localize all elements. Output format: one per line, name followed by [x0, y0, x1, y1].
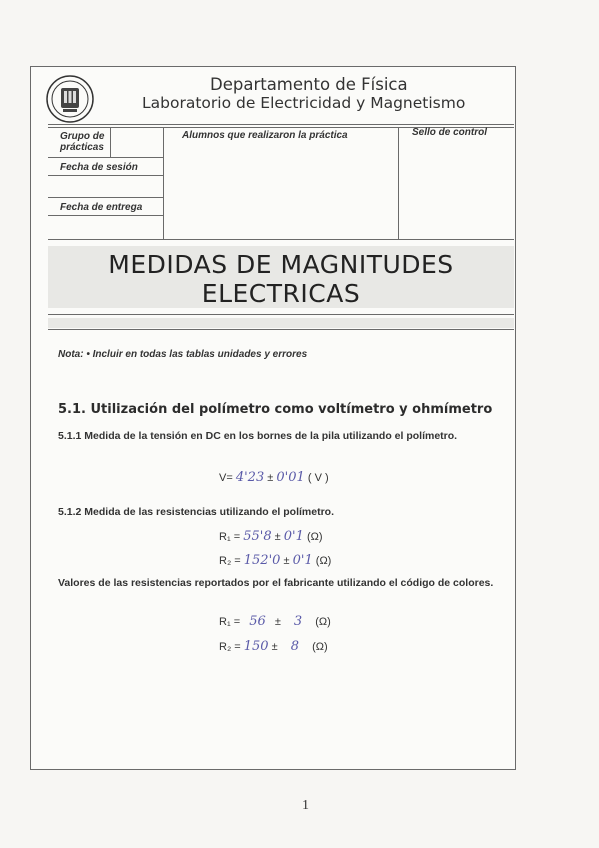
students-label: Alumnos que realizaron la práctica	[182, 130, 348, 141]
r2-nominal	[219, 639, 328, 654]
title-divider	[48, 314, 514, 315]
r1-nominal-value: 56	[249, 614, 266, 629]
delivery-row-line	[48, 215, 163, 216]
r1-pm: ±	[274, 531, 281, 543]
r2-pm: ±	[283, 555, 290, 567]
group-label: Grupo de prácticas	[60, 131, 105, 153]
subsection-2-text: 5.1.2 Medida de las resistencias utilizando el polímetro.	[58, 506, 335, 518]
delivery-date-label: Fecha de entrega	[60, 202, 143, 213]
header-divider	[48, 124, 514, 125]
r1-nominal-pm: ±	[274, 616, 281, 628]
r2-nominal-unit: (Ω)	[312, 641, 328, 653]
group-box-divider	[110, 127, 111, 157]
r1-value: 55'8	[243, 529, 272, 544]
r2-value: 152'0	[243, 553, 281, 568]
subsection-1-text: 5.1.1 Medida de la tensión en DC en los bornes de la pila utilizando el polímetro.	[58, 430, 458, 442]
laboratory-name: Laboratorio de Electricidad y Magnetismo	[142, 94, 466, 112]
session-row-line	[48, 175, 163, 176]
r2-label: R₂ =	[219, 555, 241, 567]
r2-nominal-pm: ±	[271, 641, 278, 653]
title-divider-2	[48, 329, 514, 330]
voltage-value: 4'23	[235, 470, 265, 485]
r1-error: 0'1	[283, 529, 304, 544]
r2-nominal-value: 150	[243, 639, 269, 654]
section-title: 5.1. Utilización del polímetro como voltímetro y ohmímetro	[58, 402, 493, 417]
voltage-pm: ±	[267, 472, 274, 484]
title-box	[48, 246, 514, 308]
r1-measurement	[219, 529, 323, 544]
note: Nota: • Incluir en todas las tablas unidades y errores	[58, 349, 308, 360]
stamp-label: Sello de control	[412, 127, 488, 138]
voltage-error: 0'01	[276, 470, 305, 485]
page-number: 1	[302, 798, 309, 813]
manufacturer-text: Valores de las resistencias reportados por el fabricante utilizando el código de colores.	[58, 577, 494, 589]
title-band	[48, 318, 514, 328]
voltage-label: V=	[219, 472, 233, 484]
form-column-divider	[163, 127, 164, 239]
r1-nominal	[219, 614, 331, 629]
university-seal-logo	[45, 74, 95, 124]
r2-unit: (Ω)	[315, 555, 332, 567]
r2-nominal-error: 8	[290, 639, 300, 654]
r1-unit: (Ω)	[306, 531, 323, 543]
r2-error: 0'1	[292, 553, 313, 568]
voltage-unit: ( V )	[307, 472, 329, 484]
form-column-divider-2	[398, 127, 399, 239]
title-line-1: MEDIDAS DE MAGNITUDES	[108, 250, 454, 279]
r1-nominal-unit: (Ω)	[315, 616, 331, 628]
group-row-line	[48, 157, 163, 158]
session-row-line-2	[48, 197, 163, 198]
r1-nominal-error: 3	[293, 614, 303, 629]
title-line-2: ELECTRICAS	[201, 279, 361, 308]
voltage-measurement	[219, 470, 329, 485]
r2-nominal-label: R₂ =	[219, 641, 241, 653]
session-date-label: Fecha de sesión	[60, 162, 138, 173]
r1-nominal-label: R₁ =	[219, 616, 241, 628]
form-bottom-line	[48, 239, 514, 240]
r2-measurement	[219, 553, 331, 568]
r1-label: R₁ =	[219, 531, 241, 543]
department-name: Departamento de Física	[210, 75, 408, 94]
